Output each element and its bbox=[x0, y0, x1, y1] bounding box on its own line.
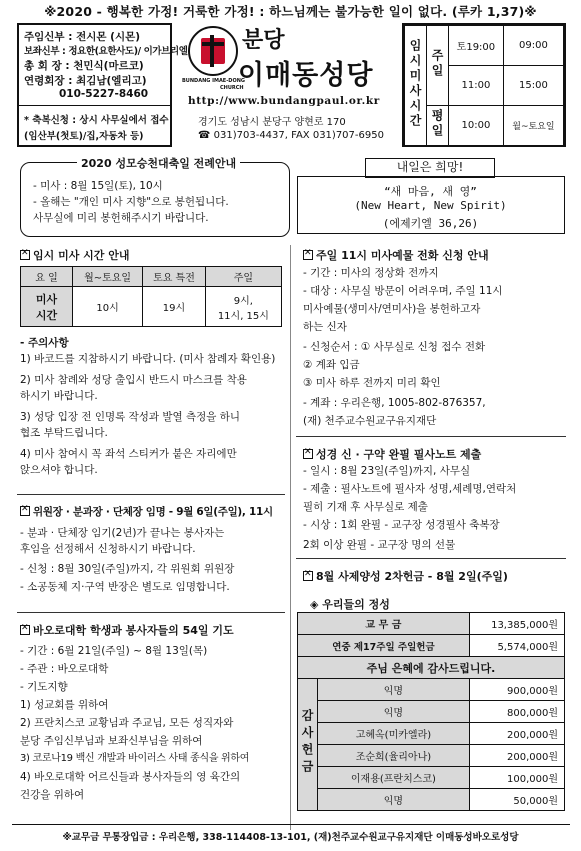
notes-line: 앉으셔야 합니다. bbox=[20, 464, 98, 476]
side-label-cell bbox=[298, 679, 318, 811]
notes-line: 하시기 바랍니다. bbox=[20, 390, 98, 402]
committee-line: - 신청 : 8월 30일(주일)까지, 각 위원회 위원장 bbox=[20, 563, 235, 575]
church-name: 이매동성당 bbox=[238, 60, 374, 91]
assumption-line: - 미사 : 8월 15일(토), 10시 bbox=[33, 180, 163, 192]
section-divider bbox=[17, 494, 285, 495]
table-header: 요 일 bbox=[21, 267, 73, 287]
temp-mass-table bbox=[20, 266, 282, 327]
phone-apply-line: 미사예물(생미사/연미사)을 봉헌하고자 bbox=[303, 303, 481, 315]
donor-amount: 200,000원 bbox=[469, 723, 564, 745]
checkbox-icon bbox=[303, 571, 313, 581]
footer-divider bbox=[12, 824, 570, 825]
blessing-notice-detail: (임산부(첫토)/집,자동차 등) bbox=[24, 131, 144, 142]
prayer-line: 1) 성교회를 위하여 bbox=[20, 699, 109, 711]
phone-apply-section-title: ✕주일 11시 미사예물 전화 신청 안내 bbox=[303, 247, 489, 263]
prayer-line: - 기도지향 bbox=[20, 681, 68, 693]
assistant-line: 보좌신부 : 정요한(요한사도)/ 이가브리엘 bbox=[24, 46, 188, 57]
sunday-label-cell bbox=[427, 26, 449, 106]
checkbox-icon bbox=[20, 625, 30, 635]
temporary-mass-schedule bbox=[402, 23, 566, 147]
bible-line: - 제출 : 필사노트에 필사자 성명,세례명,연락처 bbox=[303, 483, 517, 495]
mass-title-cell bbox=[405, 26, 427, 146]
blessing-notice: * 축복신청 : 상시 사무실에서 접수 bbox=[24, 115, 169, 126]
church-phone: ☎ 031)703-4437, FAX 031)707-6950 bbox=[198, 130, 384, 141]
sunday-label: 주일 bbox=[430, 49, 444, 79]
funeral-line: 연령회장 : 최김남(엘리고) bbox=[24, 75, 147, 87]
hope-line: (에제키엘 36,26) bbox=[382, 217, 479, 230]
weekday-label-cell bbox=[427, 106, 449, 146]
phone-apply-line: - 계좌 : 우리은행, 1005-802-876357, bbox=[303, 397, 486, 409]
mass-time-cell: 월~토요일 bbox=[503, 106, 563, 146]
offering-label: 연중 제17주일 주일헌금 bbox=[298, 635, 470, 657]
top-banner: ※2020 - 행복한 가정! 거룩한 가정! : 하느님께는 불가능한 일이 없다. (루카 1,37)※ bbox=[44, 4, 537, 19]
notes-line: 협조 부탁드립니다. bbox=[20, 427, 108, 439]
table-header: 토요 특전 bbox=[143, 267, 206, 287]
prayer-line: 2) 프란치스코 교황님과 주교님, 모든 성직자와 bbox=[20, 717, 234, 729]
prayer-line: - 기간 : 6월 21일(주일) ~ 8월 13일(목) bbox=[20, 645, 208, 657]
phone-apply-line: 하는 신자 bbox=[303, 321, 347, 333]
donor-amount: 800,000원 bbox=[469, 701, 564, 723]
temp-mass-section-title: ✕임시 미사 시간 안내 bbox=[20, 247, 130, 263]
bible-section-title: ✕성경 신 · 구약 완필 필사노트 제출 bbox=[303, 446, 481, 462]
committee-section-title: ✕위원장 · 분과장 · 단체장 임명 - 9월 6일(주일), 11시 bbox=[20, 504, 273, 519]
bible-line: - 시상 : 1회 완필 - 교구장 성경필사 축복장 bbox=[303, 519, 500, 531]
section-divider bbox=[296, 436, 566, 437]
prayer-line: 4) 바오로대학 어르신들과 봉사자들의 영 육간의 bbox=[20, 771, 241, 783]
mass-time-cell: 11:00 bbox=[449, 66, 504, 106]
prayer-line: 건강을 위하여 bbox=[20, 789, 85, 801]
donor-name: 익명 bbox=[318, 679, 470, 701]
table-cell: 19시 bbox=[143, 287, 206, 327]
logo-caption-church: CHURCH bbox=[220, 85, 244, 91]
donor-amount: 100,000원 bbox=[469, 767, 564, 789]
assumption-line: 사무실에 미리 봉헌해주시기 바랍니다. bbox=[33, 212, 209, 224]
assumption-notice-box bbox=[20, 157, 290, 237]
offering-amount: 5,574,000원 bbox=[469, 635, 564, 657]
donor-amount: 200,000원 bbox=[469, 745, 564, 767]
mass-time-cell: 09:00 bbox=[503, 26, 563, 66]
phone-apply-line: ③ 미사 하루 전까지 미리 확인 bbox=[303, 377, 441, 389]
committee-line: - 분과 · 단체장 임기(2년)가 끝나는 봉사자는 bbox=[20, 527, 225, 539]
cross-icon bbox=[210, 35, 214, 67]
hope-content bbox=[297, 176, 565, 234]
weekday-label: 평일 bbox=[430, 109, 444, 139]
pastor-line: 주임신부 : 전시몬 (시몬) bbox=[24, 31, 141, 43]
church-address: 경기도 성남시 분당구 양현로 170 bbox=[198, 117, 346, 128]
phone-apply-line: - 기간 : 미사의 정상화 전까지 bbox=[303, 267, 439, 279]
offering-table bbox=[297, 612, 565, 811]
mass-time-cell: 15:00 bbox=[503, 66, 563, 106]
checkbox-icon bbox=[303, 250, 313, 260]
phone-apply-line: - 대상 : 사무실 방문이 어려우며, 주일 11시 bbox=[303, 285, 503, 297]
donor-name: 고혜옥(미카엘라) bbox=[318, 723, 470, 745]
table-header: 월~토요일 bbox=[73, 267, 143, 287]
mass-time-cell: 10:00 bbox=[449, 106, 504, 146]
donor-name: 익명 bbox=[318, 701, 470, 723]
prayer-line: 분당 주임신부님과 보좌신부님을 위하여 bbox=[20, 735, 203, 747]
bible-line: 필히 기재 후 사무실로 제출 bbox=[303, 501, 428, 513]
mass-title: 임시미사시간 bbox=[408, 39, 422, 129]
section-divider bbox=[296, 558, 566, 559]
hope-box bbox=[297, 158, 565, 238]
committee-line: 후임을 선정해서 신청하시기 바랍니다. bbox=[20, 543, 196, 555]
committee-line: - 소공동체 지·구역 반장은 별도로 임명합니다. bbox=[20, 581, 230, 593]
notes-line: 4) 미사 참여시 꼭 좌석 스티커가 붙은 자리에만 bbox=[20, 448, 237, 460]
notes-line: 2) 미사 참례와 성당 출입시 반드시 마스크를 착용 bbox=[20, 374, 247, 386]
footer-account: ※교무금 무통장입금 : 우리은행, 338-114408-13-101, (재)천주교수원교구유지재단 이매동성바오로성당 bbox=[62, 832, 519, 843]
donor-name: 조순희(율리아나) bbox=[318, 745, 470, 767]
column-divider bbox=[290, 245, 291, 830]
donor-amount: 900,000원 bbox=[469, 679, 564, 701]
phone-apply-line: (재) 천주교수원교구유지재단 bbox=[303, 415, 437, 427]
assumption-line: - 올해는 "개인 미사 지향"으로 봉헌됩니다. bbox=[33, 196, 229, 208]
notes-line: 1) 바코드를 지참하시기 바랍니다. (미사 참례자 확인용) bbox=[20, 353, 276, 365]
president-line: 총 회 장 : 천민식(마르코) bbox=[24, 60, 144, 72]
donor-amount: 50,000원 bbox=[469, 789, 564, 811]
prayer-line: 3) 코로나19 백신 개발과 바이러스 사태 종식을 위하여 bbox=[20, 753, 250, 764]
bible-line: - 일시 : 8월 23일(주일)까지, 사무실 bbox=[303, 465, 471, 477]
donor-name: 이재용(프란치스코) bbox=[318, 767, 470, 789]
second-collection-title: ✕8월 사제양성 2차헌금 - 8월 2일(주일) bbox=[303, 568, 508, 584]
section-divider bbox=[17, 612, 285, 613]
prayer-section-title: ✕바오로대학 학생과 봉사자들의 54일 기도 bbox=[20, 622, 234, 638]
offering-label: 교 무 금 bbox=[298, 613, 470, 635]
thanks-row: 주님 은혜에 감사드립니다. bbox=[298, 657, 565, 679]
checkbox-icon bbox=[20, 250, 30, 260]
offering-title: ◈ 우리들의 정성 bbox=[310, 598, 390, 611]
hope-line: (New Heart, New Spirit) bbox=[354, 199, 507, 212]
cross-bar bbox=[202, 42, 224, 46]
offering-amount: 13,385,000원 bbox=[469, 613, 564, 635]
row-label: 미사 시간 bbox=[21, 287, 73, 327]
table-header: 주일 bbox=[205, 267, 281, 287]
church-header bbox=[180, 23, 398, 147]
hope-line: “새 마음, 새 영” bbox=[384, 185, 477, 198]
notes-line: 3) 성당 입장 전 인명록 작성과 발열 측정을 하니 bbox=[20, 411, 241, 423]
divider bbox=[19, 105, 170, 106]
logo-caption: BUNDANG IMAE-DONG bbox=[182, 78, 245, 84]
church-name-district: 분당 bbox=[242, 28, 285, 53]
hope-title: 내일은 희망! bbox=[365, 158, 495, 178]
bible-line: 2회 이상 완필 - 교구장 명의 선물 bbox=[303, 539, 456, 551]
side-label: 감사헌금 bbox=[300, 709, 314, 777]
donor-name: 익명 bbox=[318, 789, 470, 811]
table-cell: 10시 bbox=[73, 287, 143, 327]
phone-number: 010-5227-8460 bbox=[59, 88, 149, 100]
website-url[interactable]: http://www.bundangpaul.or.kr bbox=[188, 95, 380, 107]
assumption-title: 2020 성모승천대축일 전례안내 bbox=[77, 155, 240, 171]
checkbox-icon bbox=[20, 506, 30, 516]
table-cell: 9시, 11시, 15시 bbox=[205, 287, 281, 327]
prayer-line: - 주관 : 바오로대학 bbox=[20, 663, 109, 675]
notes-title: - 주의사항 bbox=[20, 337, 69, 349]
church-logo bbox=[188, 26, 238, 76]
checkbox-icon bbox=[303, 449, 313, 459]
phone-apply-line: - 신청순서 : ① 사무실로 신청 접수 전화 bbox=[303, 341, 486, 353]
phone-apply-line: ② 계좌 입금 bbox=[303, 359, 360, 371]
mass-time-cell: 토19:00 bbox=[449, 26, 504, 66]
staff-info-box bbox=[17, 23, 188, 147]
